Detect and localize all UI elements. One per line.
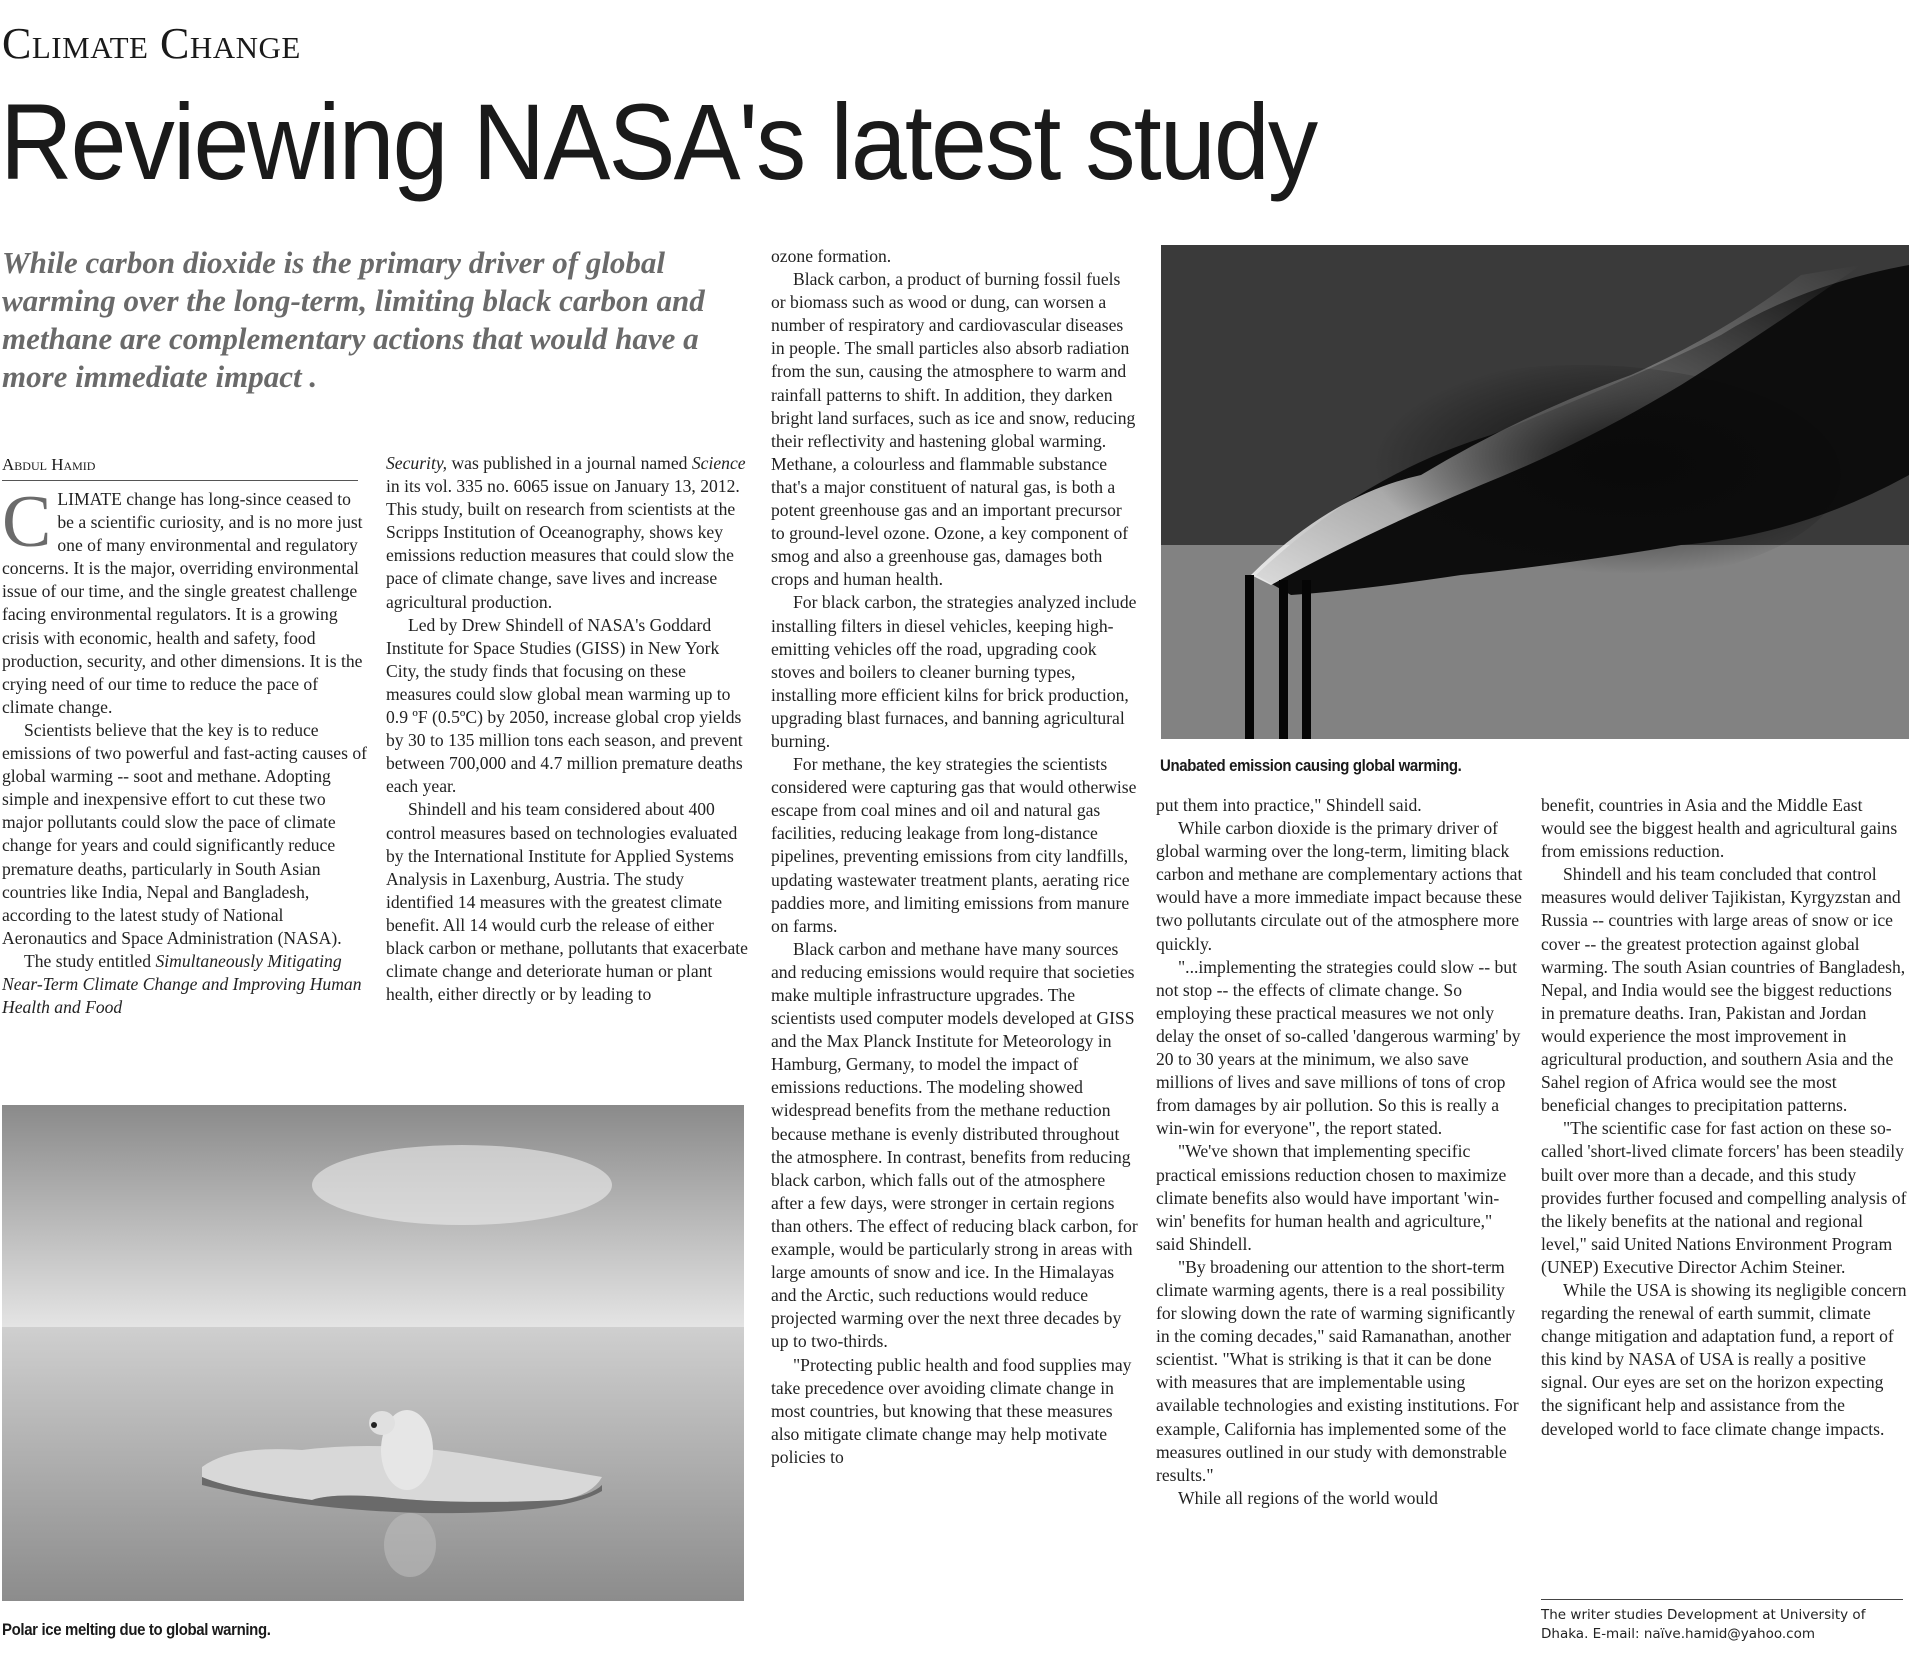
- study-title: Simultaneously Mitigating Near-Term Climate Change and Improving Human Health and Food: [2, 950, 362, 1018]
- paragraph: benefit, countries in Asia and the Middle East would see the biggest health and agricultural gains from emissions reduction.: [1541, 795, 1898, 862]
- polar-bear-photo: [2, 1105, 744, 1601]
- paragraph: While all regions of the world would: [1178, 1487, 1438, 1508]
- paragraph: "Protecting public health and food supplies may take precedence over avoiding climate change in most countries, but knowing that these measures also mitigate climate change may help motivate policies to: [771, 1354, 1132, 1467]
- paragraph: Shindell and his team concluded that control measures would deliver Tajikistan, Kyrgyzstan and Russia -- countries with large areas of snow or ice cover -- the greatest protection against global warming. The south Asian countries of Bangladesh, Nepal, and India would see the biggest reductions in premature deaths. Iran, Pakistan and Jordan would experience the most improvement in agricultural production, and southern Asia and the Sahel region of Africa would see the most beneficial changes to precipitation patterns.: [1541, 864, 1906, 1116]
- article-column-3: [771, 245, 1139, 1469]
- paragraph: Scientists believe that the key is to reduce emissions of two powerful and fast-acting causes of global warming -- soot and methane. Adopting simple and inexpensive effort to cut these two major pollutants could slow the pace of climate change for years and could significantly reduce premature deaths, particularly in South Asian countries like India, Nepal and Bangladesh, according to the latest study of National Aeronautics and Space Administration (NASA).: [2, 719, 367, 948]
- smokestacks-image-icon: [1161, 245, 1909, 739]
- paragraph: "We've shown that implementing specific practical emissions reduction chosen to maximize climate benefits also would have important 'win-win' benefits for human health and agriculture," said Shindell.: [1156, 1141, 1507, 1254]
- paragraph: put them into practice," Shindell said.: [1156, 795, 1422, 815]
- paragraph: Black carbon, a product of burning fossil fuels or biomass such as wood or dung, can worsen a number of respiratory and cardiovascular diseases in people. The small particles also absorb radiation from the sun, causing the atmosphere to warm and rainfall patterns to shift. In addition, they darken bright land surfaces, such as ice and snow, reducing their reflectivity and hastening global warming. Methane, a colourless and flammable substance that's a major constituent of natural gas, is both a potent greenhouse gas and an important precursor to ground-level ozone. Ozone, a key component of smog and also a greenhouse gas, damages both crops and human health.: [771, 269, 1136, 590]
- article-column-5: [1541, 794, 1909, 1441]
- page-title: Reviewing NASA's latest study: [0, 81, 1317, 202]
- paragraph: "By broadening our attention to the short-term climate warming agents, there is a real possibility for slowing down the rate of warming significantly in the coming decades," said Ramanathan, another scientist. "What is striking is that it can be done with measures that are implementable using available technologies and existing institutions. For example, California has implemented some of the measures outlined in our study with demonstrable results.": [1156, 1256, 1519, 1485]
- section-kicker: Climate Change: [2, 19, 301, 68]
- standfirst: While carbon dioxide is the primary driver of global warming over the long-term, limiting black carbon and methane are complementary actions that would have a more immediate impact .: [2, 245, 705, 394]
- paragraph: "The scientific case for fast action on these so-called 'short-lived climate forcers' has been steadily built over more than a decade, and this study provides further focused and compelling analysis of the likely benefits at the national and regional level," said United Nations Environment Program (UNEP) Executive Director Achim Steiner.: [1541, 1118, 1907, 1277]
- paragraph: Shindell and his team considered about 400 control measures based on technologies evaluated by the International Institute for Applied Systems Analysis in Laxenburg, Austria. The study identified 14 measures with the greatest climate benefit. All 14 would curb the release of either black carbon or methane, pollutants that exacerbate climate change and deteriorate human or plant health, either directly or by leading to: [386, 799, 748, 1005]
- paragraph: While the USA is showing its negligible concern regarding the renewal of earth summit, climate change mitigation and adaptation fund, a report of this kind by NASA of USA is really a positive signal. Our eyes are set on the horizon expecting the significant help and assistance from the developed world to face climate change impacts.: [1541, 1279, 1907, 1439]
- article-column-2: [386, 452, 754, 1006]
- journal-name: Science: [691, 453, 746, 473]
- divider: [2, 480, 358, 481]
- polar-bear-image-icon: [2, 1105, 744, 1601]
- paragraph: While carbon dioxide is the primary driver of global warming over the long-term, limiting black carbon and methane are complementary actions that would have a more immediate impact because these two pollutants circulate out of the atmosphere more quickly.: [1156, 818, 1523, 954]
- paragraph: For black carbon, the strategies analyzed include installing filters in diesel vehicles, keeping high-emitting vehicles off the road, upgrading cook stoves and boilers to cleaner burning types, installing more efficient kilns for brick production, upgrading blast furnaces, and banning agricultural burning.: [771, 592, 1137, 751]
- paragraph: Led by Drew Shindell of NASA's Goddard Institute for Space Studies (GISS) in New York City, the study finds that focusing on these measures could slow global mean warming up to 0.9 ºF (0.5ºC) by 2050, increase global crop yields by 30 to 135 million tons each season, and prevent between 700,000 and 4.7 million premature deaths each year.: [386, 614, 743, 797]
- paragraph: For methane, the key strategies the scientists considered were capturing gas that would otherwise escape from coal mines and oil and natural gas facilities, reducing leakage from long-distance pipelines, preventing emissions from city landfills, updating wastewater treatment plants, aerating rice paddies more, and limiting emissions from manure on farms.: [771, 754, 1137, 936]
- paragraph: "...implementing the strategies could slow -- but not stop -- the effects of climate change. So employing these practical measures we not only delay the onset of so-called 'dangerous warming' by 20 to 30 years at the minimum, we also save millions of lives and save millions of tons of crop from damages by air pollution. So this is really a win-win for everyone", the report stated.: [1156, 956, 1521, 1139]
- paragraph: ozone formation.: [771, 246, 892, 266]
- paragraph: CLIMATE change has long-since ceased to be a scientific curiosity, and is no more just one of many environmental and regulatory concerns. It is the major, overriding environmental issue of our time, and the single greatest challenge facing environmental regulators. It is a growing crisis with economic, health and safety, food production, security, and other dimensions. It is the crying need of our time to reduce the pace of climate change.: [2, 481, 363, 717]
- photo-caption: Polar ice melting due to global warning.: [2, 1620, 271, 1639]
- paragraph: Security, was published in a journal named Science in its vol. 335 no. 6065 issue on January 13, 2012. This study, built on research from scientists at the Scripps Institution of Oceanography, shows key emissions reduction measures that could slow the pace of climate change, save lives and increase agricultural production.: [386, 453, 746, 612]
- author-note: The writer studies Development at University of Dhaka. E-mail: naïve.hamid@yahoo.com: [1541, 1607, 1866, 1642]
- paragraph: The study entitled Simultaneously Mitigating Near-Term Climate Change and Improving Human Health and Food: [2, 950, 362, 1018]
- byline: Abdul Hamid: [2, 455, 96, 474]
- article-column-1: [2, 481, 370, 1019]
- photo-caption: Unabated emission causing global warming.: [1160, 756, 1462, 775]
- divider: [1541, 1599, 1903, 1600]
- paragraph: Black carbon and methane have many sources and reducing emissions would require that societies make multiple infrastructure upgrades. The scientists used computer models developed at GISS and the Max Planck Institute for Meteorology in Hamburg, Germany, to model the impact of emissions reductions. The modeling showed widespread benefits from the methane reduction because methane is evenly distributed throughout the atmosphere. In contrast, benefits from reducing black carbon, which falls out of the atmosphere after a few days, were stronger in certain regions than others. The effect of reducing black carbon, for example, would be particularly strong in areas with large amounts of snow and ice. In the Himalayas and the Arctic, such reductions would reduce projected warming over the next three decades by up to two-thirds.: [771, 938, 1138, 1352]
- article-column-4: [1156, 794, 1524, 1510]
- smokestacks-photo: [1161, 245, 1909, 739]
- drop-cap: C: [2, 481, 52, 563]
